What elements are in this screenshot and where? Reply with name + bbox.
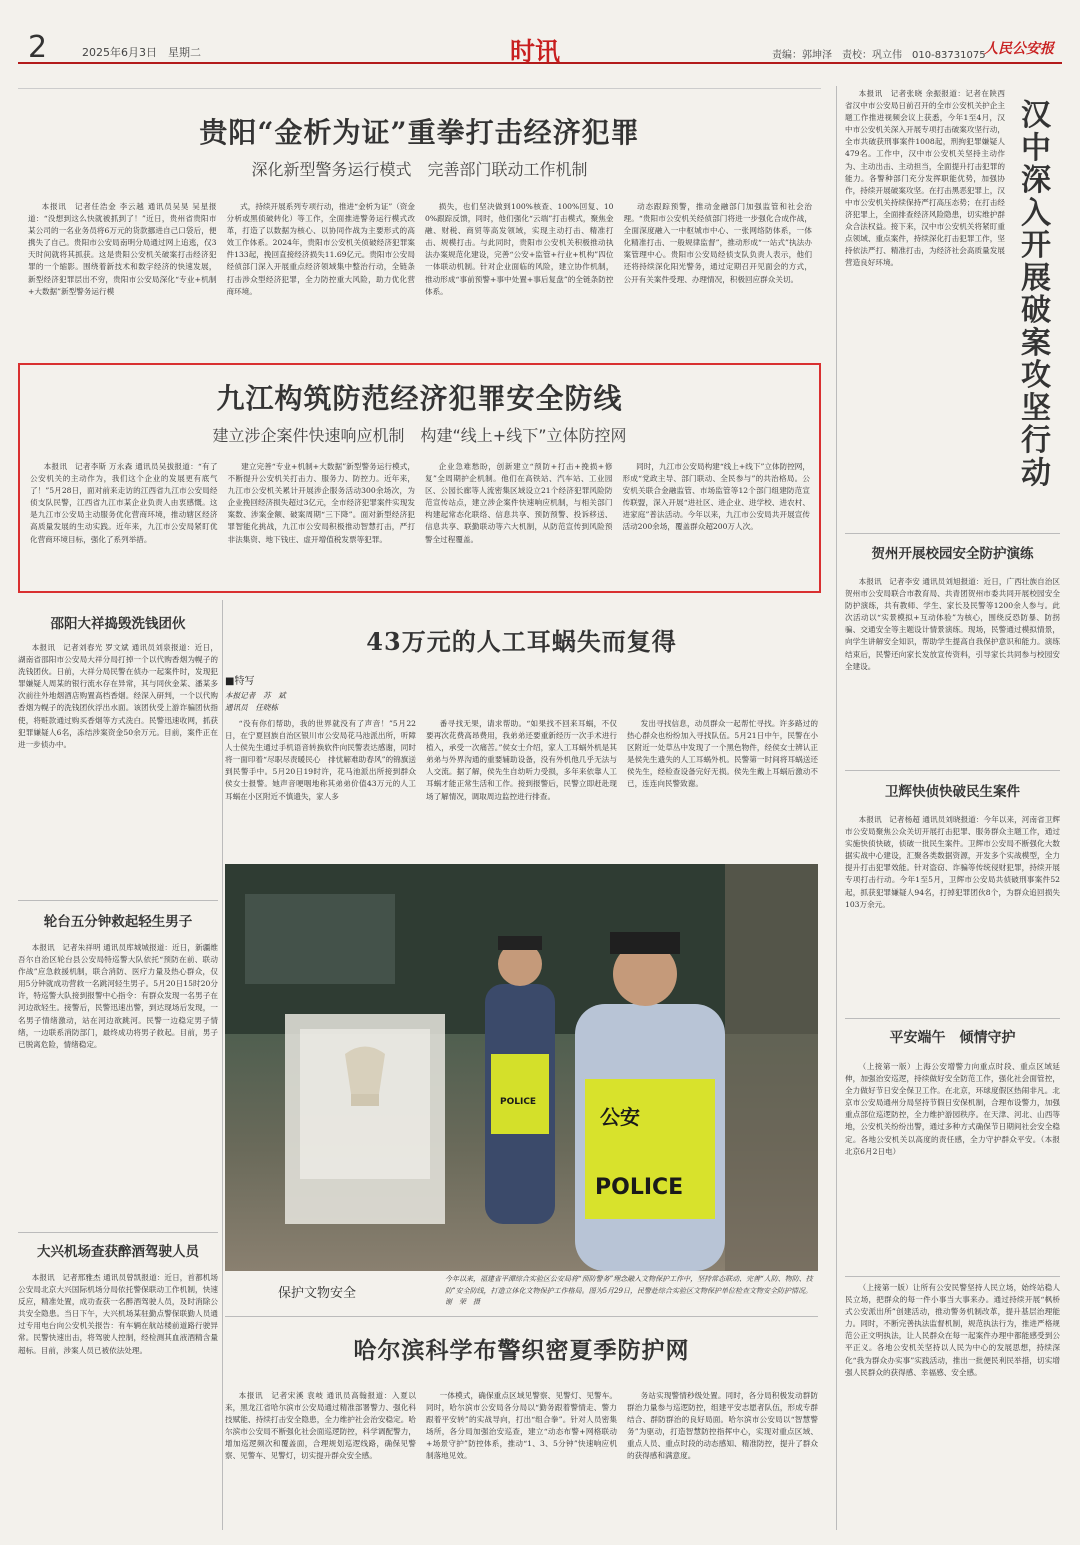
- brief-text: 本报讯 记者刘春光 罗文斌 通讯员刘泉报道：近日，湖南省邵阳市公安局大祥分局打掉一个以代购香烟为幌子的洗钱团伙。日前，大祥分局民警在侦办一起案件时，发现犯罪嫌疑人周某的银行流水存在异常，其与同伙金某、潘某多次前往外地烟酒店购置高档香烟。经深入研判，一个以代购香烟为幌子的洗钱团伙浮出水面。该团伙受上游诈骗团伙指使，将赃款通过购买香烟等方式洗白。民警迅速收网，抓获犯罪嫌疑人6名，冻结涉案资金50余万元。目前，案件正在进一步侦办中。: [18, 643, 218, 749]
- article-harbin: [225, 1320, 818, 1530]
- headline: 43万元的人工耳蜗失而复得: [366, 627, 677, 656]
- brief-shaoyang: [18, 612, 218, 912]
- article-column: 发出寻找信息，动员群众一起帮忙寻找。许多路过的热心群众也纷纷加入寻找队伍。5月21日中午，民警在小区附近一处草丛中发现了一个黑色物件，经侯女士辨认正是侯先生遗失的人工耳蜗外机。民警第一时间将耳蜗送还侯先生，经检查设备完好无损。侯先生戴上耳蜗后激动不已，连连向民警致谢。: [627, 719, 818, 789]
- article-column: 番寻找无果，请求帮助。“如果找不回来耳蜗，不仅要再次花费高昂费用，我弟弟还要重新经历一次手术进行植入，承受一次痛苦。”侯女士介绍，家人工耳蜗外机是其弟弟与外界沟通的重要辅助设备，没有外机他几乎无法与人交流。据了解，侯先生自幼听力受损，多年来依靠人工耳蜗才能正常生活和工作。接到报警后，民警立即赶赴现场了解情况，调取周边监控进行排查。: [426, 719, 617, 801]
- photo-caption: 今年以来，福建省平潭综合实验区公安局将“预防警务”理念融入文物保护工作中，坚持常态联动、完善“人防、物防、技防”安全防线，打造立体化文物保护工作格局。图为5月29日，民警赴综合实验区文物保护单位检查文物安全防护情况。 谢 荣 摄: [445, 1275, 816, 1306]
- headline: 贵阳“金析为证”重拳打击经济犯罪: [199, 116, 640, 149]
- issue-date: 2025年6月3日 星期二: [82, 46, 201, 59]
- article-duanwu: [845, 1027, 1060, 1267]
- subheadline: 深化新型警务运行模式 完善部门联动工作机制: [251, 160, 588, 179]
- page-number: 2: [28, 30, 48, 65]
- brief-text: 本报讯 记者邢雅杰 通讯员曾凯报道：近日，首都机场公安局北京大兴国际机场分局依托警保联动工作机制，快速反应，精准处置，成功查获一名醉酒驾驶人员，及时消除公共安全隐患。当日下午，大兴机场某驻勤点警保联勤人员通过专用电台向公安机关报告：有车辆在航站楼前道路行驶异常。民警快速出击，将驾驶人控制，经检测其血液酒精含量超标。目前，涉案人员已被依法处理。: [18, 1273, 218, 1355]
- police-badge-text: POLICE: [500, 1097, 537, 1107]
- article-column: 本报讯 记者宋溪 袁岐 通讯员高翰报道：入夏以来，黑龙江省哈尔滨市公安局通过精准部署警力、强化科技赋能、持续打击安全隐患，全力维护社会治安稳定。哈尔滨市公安局不断强化社会面巡逻防控，科学调配警力，增加巡逻频次和覆盖面，合理规划巡逻线路，确保见警察、见警车、见警灯，切实提升群众安全感。: [225, 1391, 416, 1461]
- article-text: 本报讯 记者张晓 余振报道：记者在陕西省汉中市公安局日前召开的全市公安机关护企主题工作推进视频会议上获悉，今年1至4月，汉中市公安机关深入开展专项打击破案攻坚行动，全市共破获刑事案件1008起，刑拘犯罪嫌疑人479名。工作中，汉中市公安机关坚持主动作为、主动出击、主动担当，全面提升打击犯罪的能力。各警种部门充分发挥职能优势，加强协作，持续开展破案攻坚。在打击黑恶犯罪上，汉中市公安机关持续保持严打高压态势；在打击经济犯罪上，全面排查经济风险隐患，切实维护群众合法权益。接下来，汉中市公安机关将紧盯重点领域、重点案件，持续深化打击犯罪工作，坚持依法严打、精准打击，为经济社会高质量发展营造良好环境。: [845, 89, 1005, 268]
- article-column: 本报讯 记者李斯 万永森 通讯员吴拔报道：“有了公安机关的主动作为，我们这个企业的发展更有底气了！”5月28日，面对前来走访的江西省九江市公安局经侦支队民警，江西省九江市某企业负责人由衷感慨。这是九江市公安局主动服务优化营商环境，推动辖区经济高质量发展的生动实践。近年来，九江市公安局紧盯优化营商环境目标，强化了系列举措。: [30, 462, 218, 544]
- brief-weihui: [845, 780, 1060, 1020]
- byline: 本报记者 苏 斌 通讯员 任晓栋: [225, 691, 286, 712]
- subheadline: 建立涉企案件快速响应机制 构建“线上+线下”立体防控网: [212, 426, 627, 445]
- article-column: “没有你们帮助，我的世界就没有了声音！”5月22日，在宁夏回族自治区银川市公安局花马池派出所，听障人士侯先生通过手机语音转换软件向民警表达感谢，同时将一面印着“尽职尽责暖民心 排忧解难助春风”的锦旗送到民警手中。5月20日19时许，花马池派出所接到群众侯女士报警。她声音哽咽地称其弟弟价值43万元的人工耳蜗在小区附近不慎遗失，家人多: [225, 719, 416, 801]
- police-badge-text: 公安: [600, 1105, 640, 1129]
- article-hanzhong: [845, 88, 1005, 528]
- article-continued: [845, 1282, 1060, 1530]
- news-photo: [225, 864, 818, 1271]
- brief-luntai: [18, 910, 218, 1230]
- photo-label: 保护文物安全: [278, 1286, 357, 1301]
- brief-text: （上接第一版）让所有公安民警坚持人民立场，始终站稳人民立场，把群众的每一件小事当大事来办。通过持续开展“枫桥式公安派出所”创建活动，推动警务机制改革，提升基层治理能力。同时，不断完善执法监督机制，规范执法行为，推进严格规范公正文明执法，让人民群众在每一起案件办理中都能感受到公平正义。各地公安机关坚持以人民为中心的发展思想，持续深化“我为群众办实事”实践活动，推出一批便民利民举措，切实增强人民群众的获得感、幸福感、安全感。: [845, 1283, 1060, 1377]
- brief-text: 本报讯 记者李安 通讯员刘旭报道：近日，广西壮族自治区贺州市公安局联合市教育局、共青团贺州市委共同开展校园安全防护演练，共有教师、学生、家长及民警等1200余人参与。此次活动以“实景模拟+互动体验”为核心，围绕反恐防暴、防拐骗、交通安全等主题设计情景演练。现场，民警通过模拟情景，向学生讲解安全知识，帮助学生提高自我保护意识和能力。演练结束后，民警还向家长发放宣传资料，引导家长共同参与校园安全建设。: [845, 577, 1060, 671]
- police-badge-text: POLICE: [595, 1175, 684, 1200]
- kicker: ■特写: [225, 676, 255, 687]
- article-column: 建立完善“专业+机制+大数据”新型警务运行模式，不断提升公安机关打击力、服务力、防控力。近年来，九江市公安机关累计开展涉企服务活动300余场次，为企业挽回经济损失超过3亿元，全市经济犯罪案件实现发案数、涉案金额、破案周期“三下降”。面对新型经济犯罪智能化挑战，九江市公安局积极推动智慧打击，严打非法集资、地下钱庄、虚开增值税发票等犯罪。: [227, 462, 415, 544]
- newspaper-logo: 人民公安报: [984, 41, 1054, 57]
- article-column: 动态跟踪预警，推动金融部门加强监管和社会治理。“贵阳市公安机关经侦部门将进一步强化合成作战，全面深度融入一中枢城市中心、一张网络防体系，一体化精准打击、一般规律监督”，推动形成“一站式”执法办案管理中心。贵阳市公安局经侦支队负责人表示，他们还将持续深化阳光警务，通过定期召开见面会的方式，公开有关案件受理、办理情况，积极回应群众关切。: [623, 202, 812, 284]
- article-guiyang: [18, 88, 821, 360]
- brief-text: 本报讯 记者朱祥明 通讯员库城城报道：近日，新疆维吾尔自治区轮台县公安局特巡警大队依托“预防在前、联动作战”应急救援机制，联合消防、医疗力量及热心群众，仅用5分钟就成功营救一名跳河轻生男子。5月20日15时20分许，特巡警大队接到报警中心指令：有群众发现一名男子在河边欲轻生。接警后，民警迅速出警，到达现场后发现，一名男子情绪激动，站在河边欲跳河。民警一边稳定男子情绪，一边联系消防部门，最终成功将男子救起。目前，男子已脱离危险，情绪稳定。: [18, 943, 218, 1049]
- brief-title: 平安端午 倾情守护: [889, 1030, 1016, 1046]
- article-column: 企业急难愁盼，创新建立“预防+打击+挽损+修复”全周期护企机制。他们在高铁站、汽车站、工业园区、公园长廊等人流密集区域设立21个经济犯罪风险防范宣传站点，建立涉企案件快速响应机制，与相关部门构建起常态化联络、信息共享、预防预警、投诉移送、信息共享、联勤联动等六大机制，从防范宣传到风险预警全过程覆盖。: [425, 462, 613, 544]
- headline: 九江构筑防范经济犯罪安全防线: [216, 382, 623, 415]
- article-cochlear: [225, 610, 818, 860]
- article-column: 一体模式，确保重点区域见警察、见警灯、见警车。同时，哈尔滨市公安局各分局以“勤务跟着警情走、警力跟着平安转”的实战导向，打出“组合拳”。针对人员密集场所，各分局加强治安巡查，建立“动态布警+网格联动+场景守护”防控体系，推动“1、3、5分钟”快速响应机制落地见效。: [426, 1391, 617, 1461]
- article-column: 损失，也们坚决做到100%核查、100%回复、100%跟踪反馈，同时，他们强化“云端”打击模式，聚焦金融、财税、商贸等高发领域，实现主动打击、精准打击、规模打击。与此同时，贵阳市公安机关积极推动执法办案规范化建设，完善“公安+监管+行业+机构”四位一体联动机制。针对企业面临的风险，建立协作机制，推动形成“事前预警+事中处置+事后复盘”的全链条防控体系。: [425, 202, 614, 296]
- photo-illustration: [225, 864, 818, 1271]
- section-title: 时讯: [510, 37, 561, 66]
- editor-credits: 责编：郭坤泽 责校：巩立伟 010-83731075: [772, 50, 986, 61]
- article-column: 式，持续开展系列专项行动，推进“金析为证”（资金分析或黑侦破转化）等工作，全面推进警务运行模式改革，打造了以数据为核心、以协同作战为主要形式的高效工作体系。2024年，贵阳市公安机关侦破经济犯罪案件133起，挽回直接经济损失11.69亿元。贵阳市公安局经侦部门深入开展重点经济领域集中整治行动，全链条打击涉众型经济犯罪，全力防控重大风险，助力优化营商环境。: [226, 202, 415, 296]
- brief-text: （上接第一版）上海公安增警力向重点时段、重点区域延伸，加强治安巡逻，持续做好安全防范工作，强化社会面管控，全力做好节日安全保卫工作。在北京，环球度假区热闹非凡。北京市公安局通州分局坚持节假日安保机制，合理布设警力，加强重点部位巡逻防控，全力维护游园秩序。在天津、河北、山西等地，公安机关纷纷出警，通过多种方式确保节日期间社会安全稳定。各地公安机关以高度的责任感，全力守护群众平安。（本报北京6月2日电）: [845, 1062, 1060, 1156]
- article-column: 同时，九江市公安局构建“线上+线下”立体防控网，形成“党政主导、部门联动、全民参与”的共治格局。公安机关联合金融监管、市场监管等12个部门组建防范宣传联盟，深入开展“进社区、进企业、进学校、进农村、进家庭”普法活动。今年以来，九江市公安局共开展宣传活动200余场，覆盖群众超200万人次。: [622, 462, 810, 532]
- article-jiujiang: [18, 363, 821, 593]
- brief-title: 邵阳大祥捣毁洗钱团伙: [50, 616, 186, 632]
- vertical-headline: 汉中深入开展破案攻坚行动: [1021, 98, 1051, 491]
- brief-title: 轮台五分钟救起轻生男子: [43, 914, 193, 930]
- article-column: 本报讯 记者任浩金 李云越 通讯员吴昊 吴星报道：“没想到这么快就被抓到了！”近日，贵州省贵阳市某公司的一名业务员将6万元的货款挪进自己口袋后，便携失了自己。贵阳市公安局南明分局通过网上追逃，仅3天时间就将其抓获。这是贵阳公安机关破案打击经济犯罪的一个缩影。围绕着新技术和数字经济的快速发展，新型经济犯罪层出不穷，贵阳市公安局深化“专业+机制+大数据”新型警务运行模: [28, 202, 217, 296]
- headline: 哈尔滨科学布警织密夏季防护网: [353, 1337, 690, 1364]
- brief-text: 本报讯 记者杨超 通讯员刘晓报道：今年以来，河南省卫辉市公安局聚焦公众关切开展打击犯罪、服务群众主题工作，通过实施快侦快破，侦破一批民生案件。卫辉市公安局不断强化大数据实战中心建设，汇聚各类数据资源，开发多个实战模型，全力提升打击犯罪效能。针对盗窃、诈骗等传统侵财犯罪，持续开展专项打击行动。今年1至5月，卫辉市公安局共侦破刑事案件52起，抓获犯罪嫌疑人94名，打掉犯罪团伙8个，为群众追回损失103万余元。: [845, 815, 1060, 909]
- brief-title: 大兴机场查获醉酒驾驶人员: [37, 1244, 199, 1260]
- brief-daxing: [18, 1240, 218, 1530]
- brief-title: 贺州开展校园安全防护演练: [871, 546, 1034, 562]
- brief-hezhou: [845, 542, 1060, 752]
- article-column: 务站实现警情秒级处置。同时，各分局积极发动群防群治力量参与巡逻防控，组建平安志愿者队伍，形成专群结合、群防群治的良好局面。哈尔滨市公安局以“智慧警务”为驱动，打造智慧防控指挥中心，实现对重点区域、重点人员、重点时段的动态感知、精准防控，提升了群众的获得感和满意度。: [627, 1391, 818, 1461]
- brief-title: 卫辉快侦快破民生案件: [885, 784, 1020, 800]
- masthead: [18, 30, 1062, 66]
